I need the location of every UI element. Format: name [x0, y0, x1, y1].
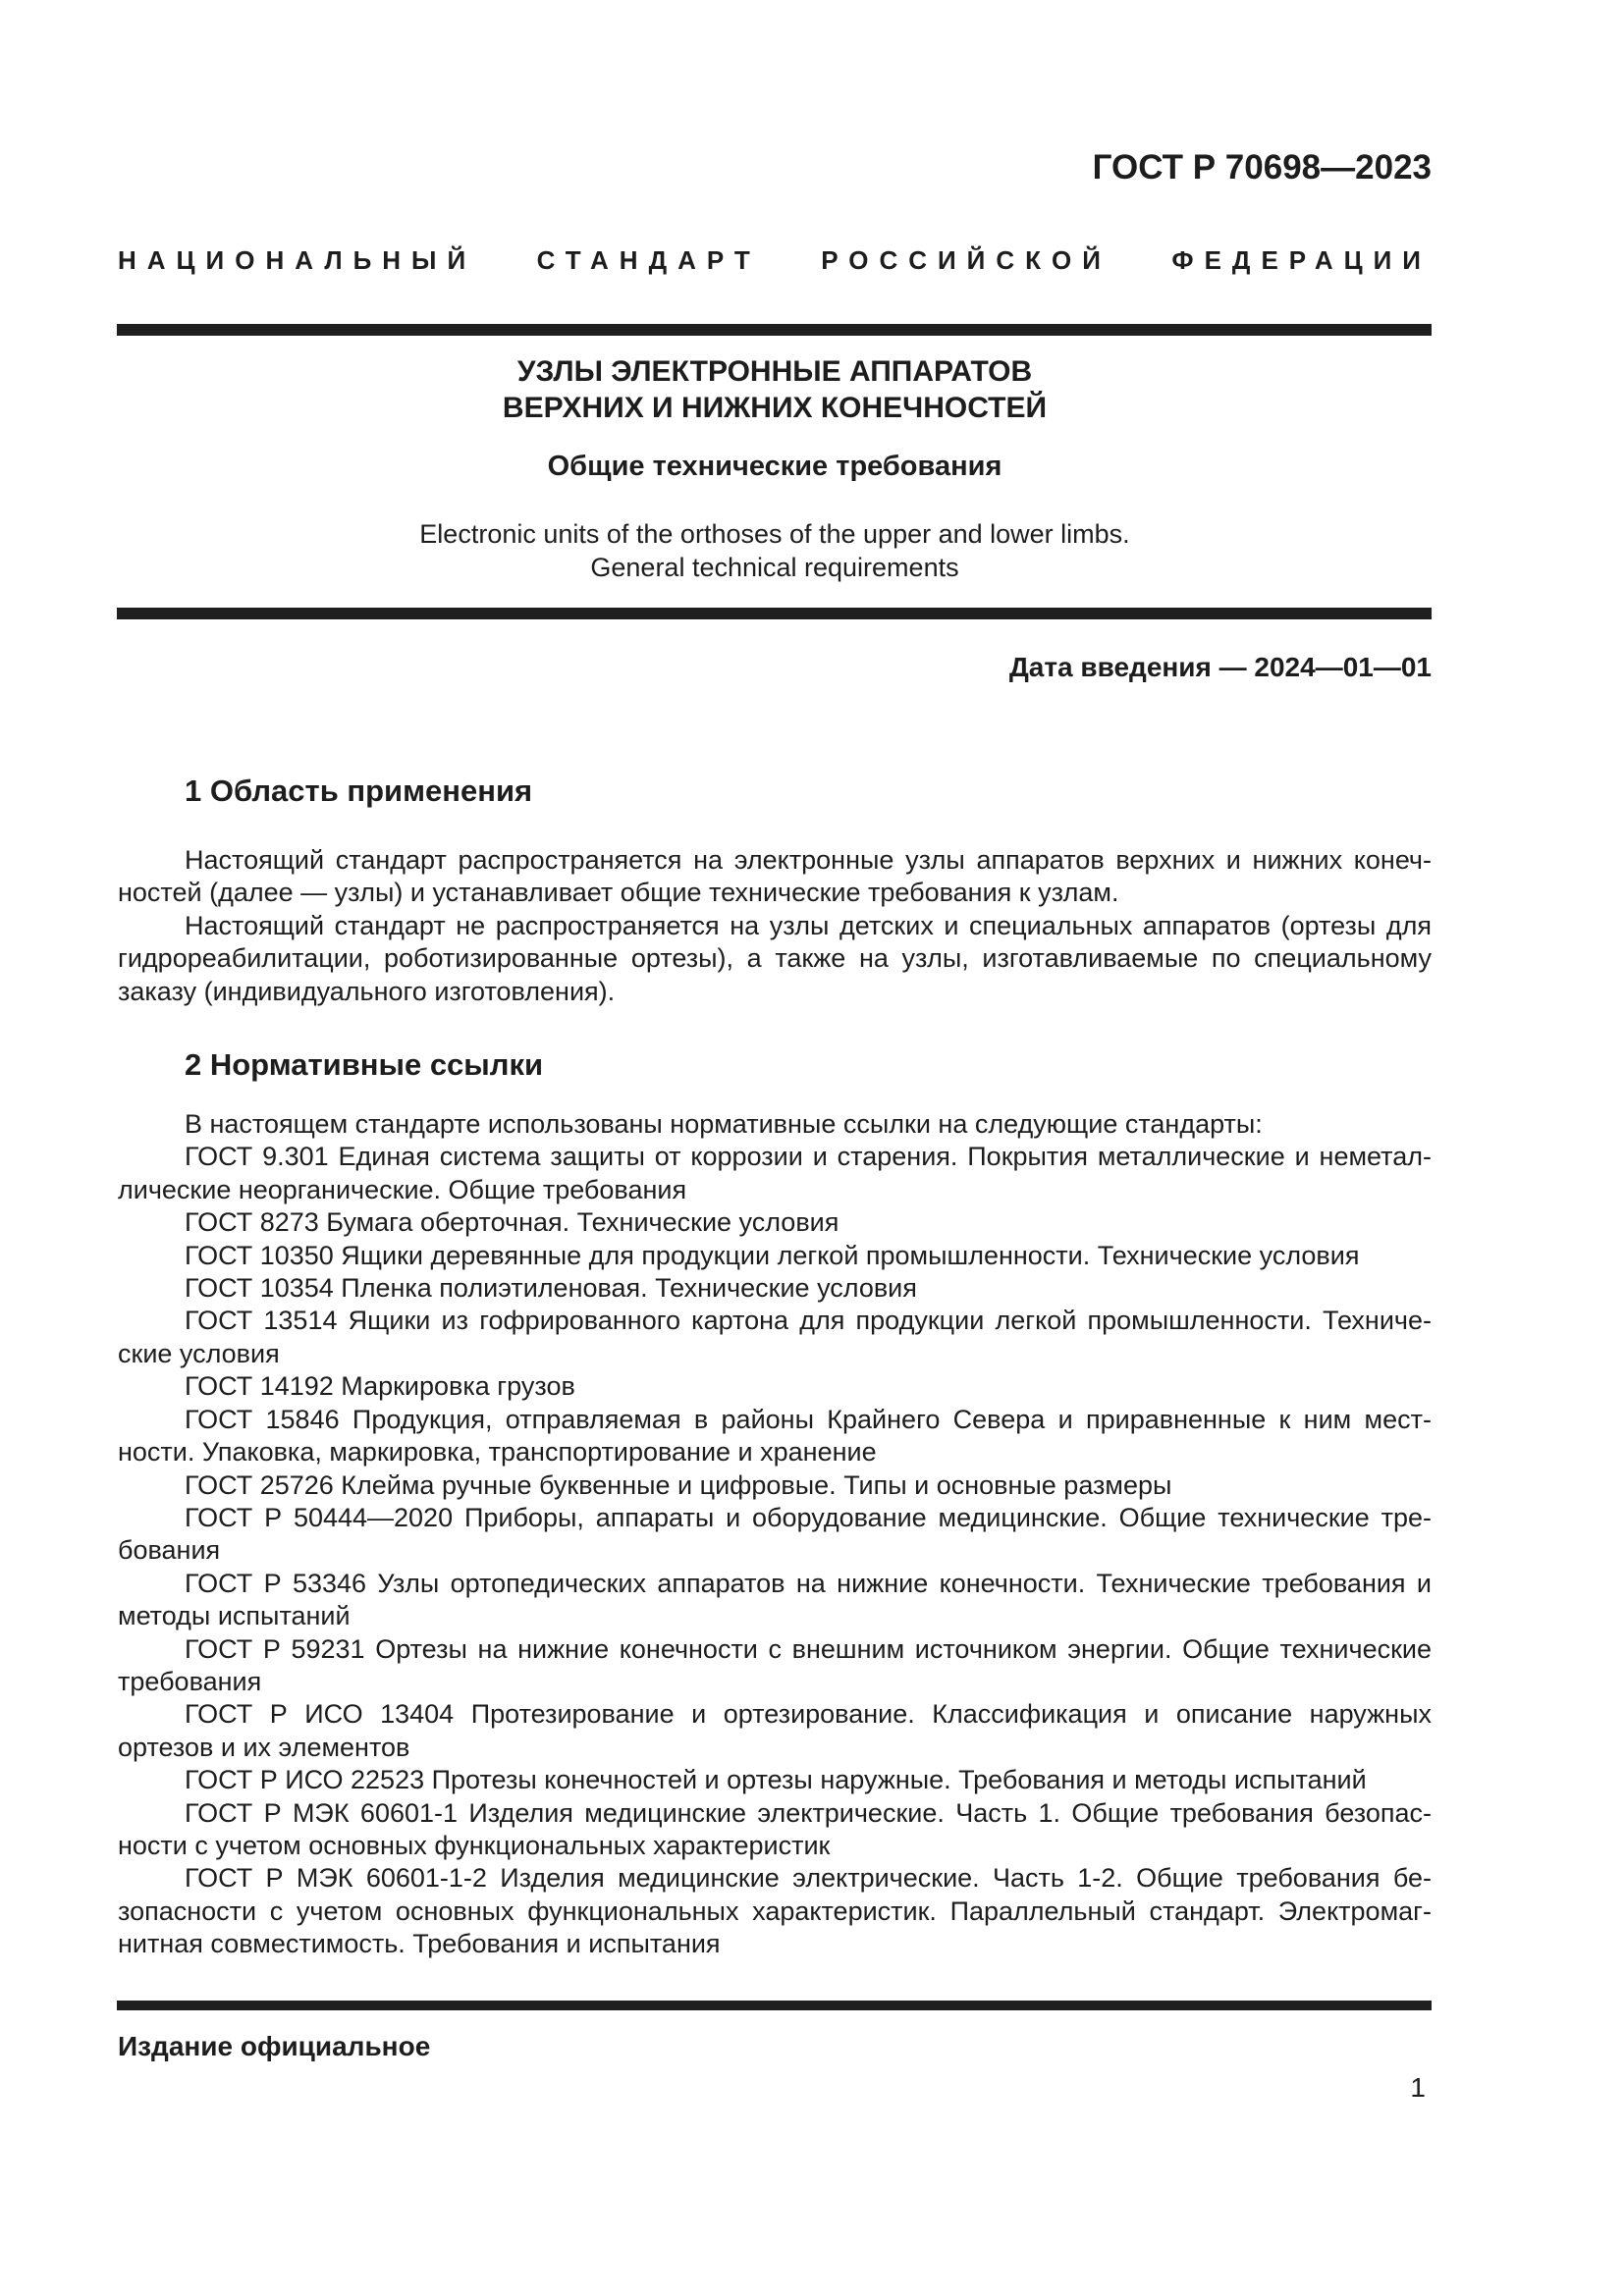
paragraph — [118, 1797, 1432, 1863]
horizontal-rule-top — [117, 324, 1432, 336]
text-line: требования — [118, 1666, 262, 1696]
text-line: В настоящем стандарте использованы нормативные ссылки на следующие стандарты: — [185, 1109, 1263, 1140]
text-line: бования — [118, 1535, 221, 1566]
text-line: Настоящий стандарт не распространяется на узлы детских и специальных аппаратов (ортезы для — [185, 910, 1432, 940]
text-line: нитная совместимость. Требования и испытания — [118, 1929, 721, 1959]
paragraph — [118, 1502, 1432, 1568]
document-title-line2: ВЕРХНИХ И НИЖНИХ КОНЕЧНОСТЕЙ — [502, 392, 1048, 424]
text-line: ГОСТ Р ИСО 13404 Протезирование и ортезирование. Классификация и описание наружных — [185, 1699, 1432, 1730]
paragraph — [118, 1206, 1432, 1239]
doc-code: ГОСТ Р 70698—2023 — [1092, 148, 1432, 187]
text-line: гидрореабилитации, роботизированные ортезы), а также на узлы, изготавливаемые по специальному — [118, 943, 1432, 974]
paragraph — [118, 1305, 1432, 1370]
document-title-line1: УЗЛЫ ЭЛЕКТРОННЫЕ АППАРАТОВ — [516, 355, 1033, 388]
text-line: ностей (далее — узлы) и устанавливает общие технические требования к узлам. — [118, 878, 1119, 908]
document-subtitle: Общие технические требования — [547, 451, 1002, 482]
paragraph — [118, 1141, 1432, 1206]
text-line: ские условия — [118, 1338, 280, 1368]
text-line: ГОСТ Р МЭК 60601-1 Изделия медицинские электрические. Часть 1. Общие требования безопас- — [185, 1797, 1432, 1828]
text-line: ортезов и их элементов — [118, 1732, 410, 1762]
paragraph — [118, 844, 1432, 910]
paragraph — [118, 1568, 1432, 1633]
document-title — [118, 353, 1432, 426]
document-title-english-line1: Electronic units of the orthoses of the upper and lower limbs. — [419, 519, 1130, 549]
text-line: Настоящий стандарт распространяется на электронные узлы аппаратов верхних и нижних конеч- — [185, 845, 1432, 875]
standard-type-banner: НАЦИОНАЛЬНЫЙ СТАНДАРТ РОССИЙСКОЙ ФЕДЕРАЦИИ — [118, 245, 1432, 275]
paragraph — [118, 1240, 1432, 1272]
paragraph — [118, 1272, 1432, 1305]
text-line: ГОСТ 13514 Ящики из гофрированного картона для продукции легкой промышленности. Техниче- — [185, 1306, 1432, 1336]
text-line: ГОСТ Р ИСО 22523 Протезы конечностей и ортезы наружные. Требования и методы испытаний — [185, 1765, 1367, 1795]
text-line: ности с учетом основных функциональных характеристик — [118, 1830, 831, 1860]
text-line: ГОСТ 14192 Маркировка грузов — [185, 1371, 575, 1402]
text-line: ГОСТ Р 50444—2020 Приборы, аппараты и оборудование медицинские. Общие технические тре- — [185, 1502, 1432, 1532]
document-title-english — [118, 517, 1432, 584]
text-line: ГОСТ 25726 Клейма ручные буквенные и цифровые. Типы и основные размеры — [185, 1469, 1172, 1500]
paragraph — [118, 1698, 1432, 1764]
text-line: ГОСТ Р 53346 Узлы ортопедических аппаратов на нижние конечности. Технические требования и — [185, 1568, 1432, 1598]
text-line: ГОСТ Р МЭК 60601-1-2 Изделия медицинские электрические. Часть 1-2. Общие требования бе- — [185, 1863, 1432, 1894]
paragraph — [118, 1862, 1432, 1960]
section-heading: 2 Нормативные ссылки — [185, 1047, 544, 1083]
paragraph — [118, 1108, 1432, 1141]
text-line: методы испытаний — [118, 1601, 351, 1631]
text-line: ГОСТ Р 59231 Ортезы на нижние конечности с внешним источником энергии. Общие технические — [185, 1633, 1432, 1664]
text-line: лические неорганические. Общие требования — [118, 1174, 687, 1204]
edition-note: Издание официальное — [118, 2031, 431, 2061]
text-line: заказу (индивидуального изготовления). — [118, 976, 616, 1006]
page-number: 1 — [1410, 2072, 1426, 2103]
text-line: зопасности с учетом основных функциональных характеристик. Параллельный стандарт. Электромаг- — [118, 1896, 1432, 1926]
horizontal-rule-middle — [117, 608, 1432, 619]
text-line: ГОСТ 10354 Пленка полиэтиленовая. Технические условия — [185, 1273, 917, 1304]
text-line: ГОСТ 8273 Бумага оберточная. Технические условия — [185, 1207, 839, 1238]
paragraph — [118, 1370, 1432, 1403]
paragraph — [118, 1764, 1432, 1796]
text-line: ГОСТ 10350 Ящики деревянные для продукции легкой промышленности. Технические условия — [185, 1240, 1360, 1270]
text-line: ГОСТ 9.301 Единая система защиты от коррозии и старения. Покрытия металлические и неметал- — [185, 1142, 1432, 1172]
paragraph — [118, 1469, 1432, 1502]
paragraph — [118, 1633, 1432, 1699]
text-line: ности. Упаковка, маркировка, транспортирование и хранение — [118, 1437, 877, 1468]
paragraph — [118, 910, 1432, 1008]
section-heading: 1 Область применения — [185, 774, 533, 808]
paragraph — [118, 1404, 1432, 1469]
document-title-english-line2: General technical requirements — [590, 553, 959, 582]
document-body — [118, 774, 1432, 1961]
horizontal-rule-bottom — [117, 2001, 1432, 2010]
text-line: ГОСТ 15846 Продукция, отправляемая в районы Крайнего Севера и приравненные к ним мест- — [185, 1404, 1432, 1434]
effective-date: Дата введения — 2024—01—01 — [1008, 652, 1432, 682]
